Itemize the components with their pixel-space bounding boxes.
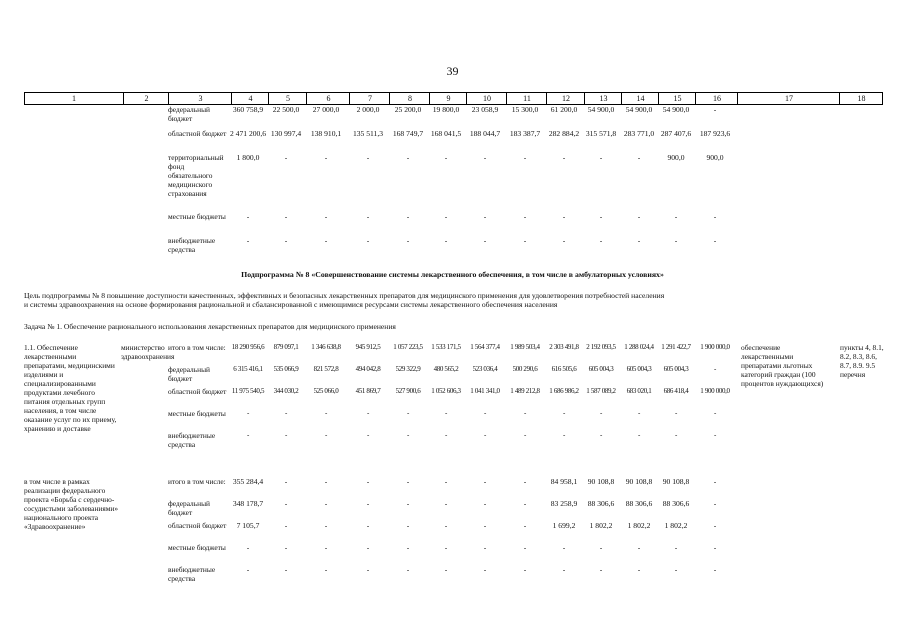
value-cell: - — [407, 409, 409, 417]
value-cell: - — [406, 236, 410, 245]
value-cell: 84 958,1 — [550, 477, 578, 486]
column-header-4: 4 — [231, 93, 269, 104]
value-cell: - — [483, 543, 487, 552]
value-cell: 6 315 416,1 — [233, 365, 263, 373]
column-header-row — [24, 92, 883, 105]
subprogram-goal-line-2: и системы здравоохранения на основе формирования рациональной и сбалансированной с имеющимися ресурсами системы лекарственного обеспечения населения — [24, 300, 558, 309]
value-cell: - — [637, 212, 641, 221]
value-cell: - — [284, 521, 288, 530]
value-cell: 283 771,0 — [623, 129, 655, 138]
value-cell: - — [524, 409, 526, 417]
value-cell: 945 912,5 — [355, 343, 381, 351]
value-cell: 168 041,5 — [430, 129, 462, 138]
value-cell: - — [674, 236, 678, 245]
task-line: Задача № 1. Обеспечение рационального использования лекарственных препаратов для медицинского применения — [24, 322, 396, 331]
value-cell: - — [638, 431, 640, 439]
value-cell: 1 288 024,4 — [624, 343, 654, 351]
column-header-5: 5 — [268, 93, 307, 104]
value-cell: - — [523, 565, 527, 574]
project-name: в том числе в рамках реализации федерального проекта «Борьба с сердечно-сосудистыми заболеваниями» национального проекта «Здравоохранение» — [24, 477, 119, 531]
value-cell: 83 258,9 — [550, 499, 578, 508]
value-cell: 1 699,2 — [552, 521, 576, 530]
value-cell: 54 900,0 — [625, 105, 653, 114]
value-cell: 88 306,6 — [625, 499, 653, 508]
value-cell: - — [407, 431, 409, 439]
value-cell: - — [523, 521, 527, 530]
value-cell: - — [366, 212, 370, 221]
value-cell: 1 564 377,4 — [470, 343, 500, 351]
value-cell: - — [246, 212, 250, 221]
column-header-9: 9 — [429, 93, 467, 104]
value-cell: 61 200,0 — [550, 105, 578, 114]
value-cell: - — [284, 153, 288, 162]
value-cell: - — [284, 236, 288, 245]
value-cell: - — [406, 153, 410, 162]
value-cell: 183 387,7 — [509, 129, 541, 138]
value-cell: 500 290,6 — [512, 365, 538, 373]
measure-points: пункты 4, 8.1, 8.2, 8.3, 8.6, 8.7, 8.9. 9.5 перечня — [840, 343, 884, 379]
value-cell: - — [406, 521, 410, 530]
value-cell: 135 511,3 — [352, 129, 384, 138]
value-cell: 54 900,0 — [662, 105, 690, 114]
value-cell: 355 284,4 — [232, 477, 264, 486]
value-cell: - — [713, 499, 717, 508]
value-cell: - — [600, 431, 602, 439]
column-header-14: 14 — [621, 93, 659, 104]
value-cell: - — [599, 543, 603, 552]
value-cell: - — [246, 236, 250, 245]
value-cell: - — [324, 543, 328, 552]
value-cell: 54 900,0 — [587, 105, 615, 114]
value-cell: - — [563, 409, 565, 417]
value-cell: 130 997,4 — [270, 129, 302, 138]
row-label: внебюджетные средства — [168, 565, 216, 583]
value-cell: 360 758,9 — [232, 105, 264, 114]
value-cell: 27 000,0 — [312, 105, 340, 114]
value-cell: - — [713, 521, 717, 530]
value-cell: 187 923,6 — [699, 129, 731, 138]
value-cell: - — [324, 236, 328, 245]
value-cell: 1 802,2 — [589, 521, 613, 530]
value-cell: 168 749,7 — [392, 129, 424, 138]
value-cell: - — [484, 409, 486, 417]
column-header-18: 18 — [839, 93, 883, 104]
value-cell: - — [523, 153, 527, 162]
column-header-10: 10 — [466, 93, 507, 104]
value-cell: - — [562, 543, 566, 552]
value-cell: - — [599, 565, 603, 574]
row-label: федеральный бюджет — [168, 499, 210, 517]
value-cell: - — [714, 409, 716, 417]
value-cell: 686 418,4 — [663, 387, 689, 395]
value-cell: - — [562, 153, 566, 162]
value-cell: 1 291 422,7 — [661, 343, 691, 351]
value-cell: - — [637, 543, 641, 552]
value-cell: 879 097,1 — [273, 343, 299, 351]
column-header-3: 3 — [168, 93, 232, 104]
value-cell: 1 900 000,0 — [700, 343, 730, 351]
value-cell: 1 489 212,8 — [510, 387, 540, 395]
value-cell: 282 884,2 — [548, 129, 580, 138]
column-header-12: 12 — [546, 93, 585, 104]
value-cell: - — [484, 431, 486, 439]
value-cell: - — [483, 521, 487, 530]
subprogram-title: Подпрограмма № 8 «Совершенствование системы лекарственного обеспечения, в том числе в амбулаторных условиях» — [241, 270, 664, 279]
value-cell: - — [406, 565, 410, 574]
value-cell: - — [366, 477, 370, 486]
value-cell: - — [284, 477, 288, 486]
value-cell: 138 910,1 — [310, 129, 342, 138]
value-cell: - — [444, 212, 448, 221]
value-cell: - — [483, 499, 487, 508]
value-cell: - — [483, 236, 487, 245]
value-cell: 19 800,0 — [432, 105, 460, 114]
value-cell: - — [366, 499, 370, 508]
value-cell: 683 020,1 — [626, 387, 652, 395]
value-cell: 523 036,4 — [472, 365, 498, 373]
value-cell: 2 471 200,6 — [229, 129, 267, 138]
value-cell: 90 108,8 — [625, 477, 653, 486]
value-cell: - — [713, 236, 717, 245]
value-cell: - — [406, 212, 410, 221]
value-cell: 527 900,6 — [395, 387, 421, 395]
column-header-2: 2 — [123, 93, 169, 104]
value-cell: - — [246, 543, 250, 552]
value-cell: - — [324, 153, 328, 162]
value-cell: - — [406, 499, 410, 508]
value-cell: - — [562, 565, 566, 574]
value-cell: - — [713, 212, 717, 221]
value-cell: - — [483, 212, 487, 221]
value-cell: 451 869,7 — [355, 387, 381, 395]
value-cell: 287 407,6 — [660, 129, 692, 138]
value-cell: - — [714, 365, 716, 373]
value-cell: 821 572,8 — [313, 365, 339, 373]
value-cell: - — [445, 409, 447, 417]
value-cell: - — [523, 212, 527, 221]
value-cell: 11 975 540,5 — [231, 387, 265, 395]
value-cell: 348 178,7 — [232, 499, 264, 508]
value-cell: 22 500,0 — [272, 105, 300, 114]
value-cell: - — [523, 477, 527, 486]
value-cell: - — [406, 543, 410, 552]
value-cell: 2 303 491,8 — [549, 343, 579, 351]
column-header-7: 7 — [349, 93, 390, 104]
value-cell: - — [444, 543, 448, 552]
value-cell: 1 800,0 — [236, 153, 260, 162]
value-cell: - — [325, 409, 327, 417]
value-cell: - — [324, 477, 328, 486]
value-cell: 15 300,0 — [511, 105, 539, 114]
value-cell: 1 346 638,8 — [311, 343, 341, 351]
value-cell: 344 030,2 — [273, 387, 299, 395]
value-cell: 1 587 089,2 — [586, 387, 616, 395]
value-cell: - — [713, 105, 717, 114]
value-cell: 1 989 503,4 — [510, 343, 540, 351]
value-cell: - — [367, 431, 369, 439]
value-cell: - — [599, 236, 603, 245]
value-cell: 900,0 — [667, 153, 685, 162]
row-label: областной бюджет — [168, 129, 227, 138]
value-cell: - — [562, 212, 566, 221]
value-cell: - — [674, 565, 678, 574]
value-cell: 605 004,3 — [588, 365, 614, 373]
value-cell: - — [444, 153, 448, 162]
value-cell: 529 322,9 — [395, 365, 421, 373]
value-cell: - — [247, 409, 249, 417]
value-cell: - — [600, 409, 602, 417]
value-cell: - — [713, 477, 717, 486]
value-cell: - — [324, 565, 328, 574]
value-cell: 616 505,6 — [551, 365, 577, 373]
value-cell: 315 571,8 — [585, 129, 617, 138]
value-cell: - — [637, 153, 641, 162]
value-cell: - — [406, 477, 410, 486]
value-cell: - — [247, 431, 249, 439]
measure-result: обеспечение лекарственными препаратами льготных категорий граждан (100 процентов нуждающихся) — [741, 343, 824, 388]
value-cell: - — [523, 543, 527, 552]
value-cell: - — [366, 236, 370, 245]
value-cell: - — [675, 431, 677, 439]
value-cell: - — [444, 499, 448, 508]
value-cell: - — [713, 543, 717, 552]
value-cell: - — [483, 565, 487, 574]
value-cell: - — [523, 236, 527, 245]
row-label: внебюджетные средства — [168, 236, 216, 254]
value-cell: 1 057 223,5 — [393, 343, 423, 351]
value-cell: 1 686 986,2 — [549, 387, 579, 395]
value-cell: - — [444, 521, 448, 530]
value-cell: - — [325, 431, 327, 439]
value-cell: 188 044,7 — [469, 129, 501, 138]
value-cell: - — [523, 499, 527, 508]
column-header-8: 8 — [389, 93, 430, 104]
value-cell: - — [284, 565, 288, 574]
value-cell: 18 290 956,6 — [231, 343, 265, 351]
row-label: внебюджетные средства — [168, 431, 216, 449]
column-header-17: 17 — [737, 93, 840, 104]
value-cell: 605 004,3 — [663, 365, 689, 373]
value-cell: 88 306,6 — [587, 499, 615, 508]
value-cell: - — [285, 431, 287, 439]
measure-executor: министерство здравоохранения — [121, 343, 175, 361]
value-cell: 480 565,2 — [433, 365, 459, 373]
row-label: федеральный бюджет — [168, 365, 210, 383]
value-cell: 2 192 093,5 — [586, 343, 616, 351]
value-cell: - — [366, 543, 370, 552]
value-cell: - — [366, 153, 370, 162]
value-cell: 88 306,6 — [662, 499, 690, 508]
value-cell: 535 066,9 — [273, 365, 299, 373]
value-cell: - — [638, 409, 640, 417]
row-label: федеральный бюджет — [168, 105, 210, 123]
value-cell: - — [284, 212, 288, 221]
value-cell: - — [444, 565, 448, 574]
value-cell: 1 900 000,0 — [700, 387, 730, 395]
row-label: итого в том числе: — [168, 477, 226, 486]
value-cell: 525 066,0 — [313, 387, 339, 395]
value-cell: 1 052 606,3 — [431, 387, 461, 395]
subprogram-goal-line-1: Цель подпрограммы № 8 повышение доступности качественных, эффективных и безопасных лекарственных препаратов для медицинского применения для удовлетворения потребностей населения — [24, 291, 665, 300]
value-cell: 1 802,2 — [664, 521, 688, 530]
value-cell: - — [637, 565, 641, 574]
column-header-1: 1 — [72, 94, 76, 103]
column-header-16: 16 — [695, 93, 738, 104]
row-label: местные бюджеты — [168, 409, 226, 418]
column-header-11: 11 — [506, 93, 547, 104]
value-cell: 23 058,9 — [471, 105, 499, 114]
value-cell: - — [284, 543, 288, 552]
value-cell: - — [444, 236, 448, 245]
value-cell: - — [483, 477, 487, 486]
page-number: 39 — [446, 64, 459, 78]
value-cell: 2 000,0 — [356, 105, 380, 114]
value-cell: - — [675, 409, 677, 417]
value-cell: - — [366, 565, 370, 574]
value-cell: 25 200,0 — [394, 105, 422, 114]
column-header-6: 6 — [306, 93, 350, 104]
row-label: местные бюджеты — [168, 543, 226, 552]
column-header-13: 13 — [584, 93, 622, 104]
value-cell: - — [713, 565, 717, 574]
value-cell: - — [367, 409, 369, 417]
value-cell: - — [366, 521, 370, 530]
value-cell: - — [599, 212, 603, 221]
row-label: областной бюджет — [168, 521, 227, 530]
row-label: итого в том числе: — [168, 343, 226, 352]
row-label: областной бюджет — [168, 387, 227, 396]
value-cell: 90 108,8 — [662, 477, 690, 486]
value-cell: - — [524, 431, 526, 439]
row-label: местные бюджеты — [168, 212, 226, 221]
value-cell: - — [674, 212, 678, 221]
value-cell: - — [562, 236, 566, 245]
value-cell: - — [445, 431, 447, 439]
value-cell: - — [285, 409, 287, 417]
value-cell: - — [563, 431, 565, 439]
value-cell: - — [324, 521, 328, 530]
value-cell: - — [714, 431, 716, 439]
column-header-15: 15 — [658, 93, 696, 104]
value-cell: 900,0 — [706, 153, 724, 162]
value-cell: - — [324, 499, 328, 508]
value-cell: 1 802,2 — [627, 521, 651, 530]
value-cell: 1 041 341,0 — [470, 387, 500, 395]
value-cell: - — [444, 477, 448, 486]
value-cell: - — [599, 153, 603, 162]
value-cell: - — [637, 236, 641, 245]
measure-name: 1.1. Обеспечение лекарственными препаратами, медицинскими изделиями и специализированными продуктами лечебного питания отдельных групп населения, в том числе оказание услуг по их приему, хранению и доставке — [24, 343, 117, 433]
value-cell: 494 042,8 — [355, 365, 381, 373]
value-cell: 605 004,3 — [626, 365, 652, 373]
value-cell: 90 108,8 — [587, 477, 615, 486]
value-cell: - — [324, 212, 328, 221]
value-cell: - — [246, 565, 250, 574]
value-cell: - — [483, 153, 487, 162]
value-cell: - — [674, 543, 678, 552]
value-cell: - — [284, 499, 288, 508]
row-label: территориальный фонд обязательного медицинского страхования — [168, 153, 224, 198]
value-cell: 7 105,7 — [236, 521, 260, 530]
value-cell: 1 533 171,5 — [431, 343, 461, 351]
